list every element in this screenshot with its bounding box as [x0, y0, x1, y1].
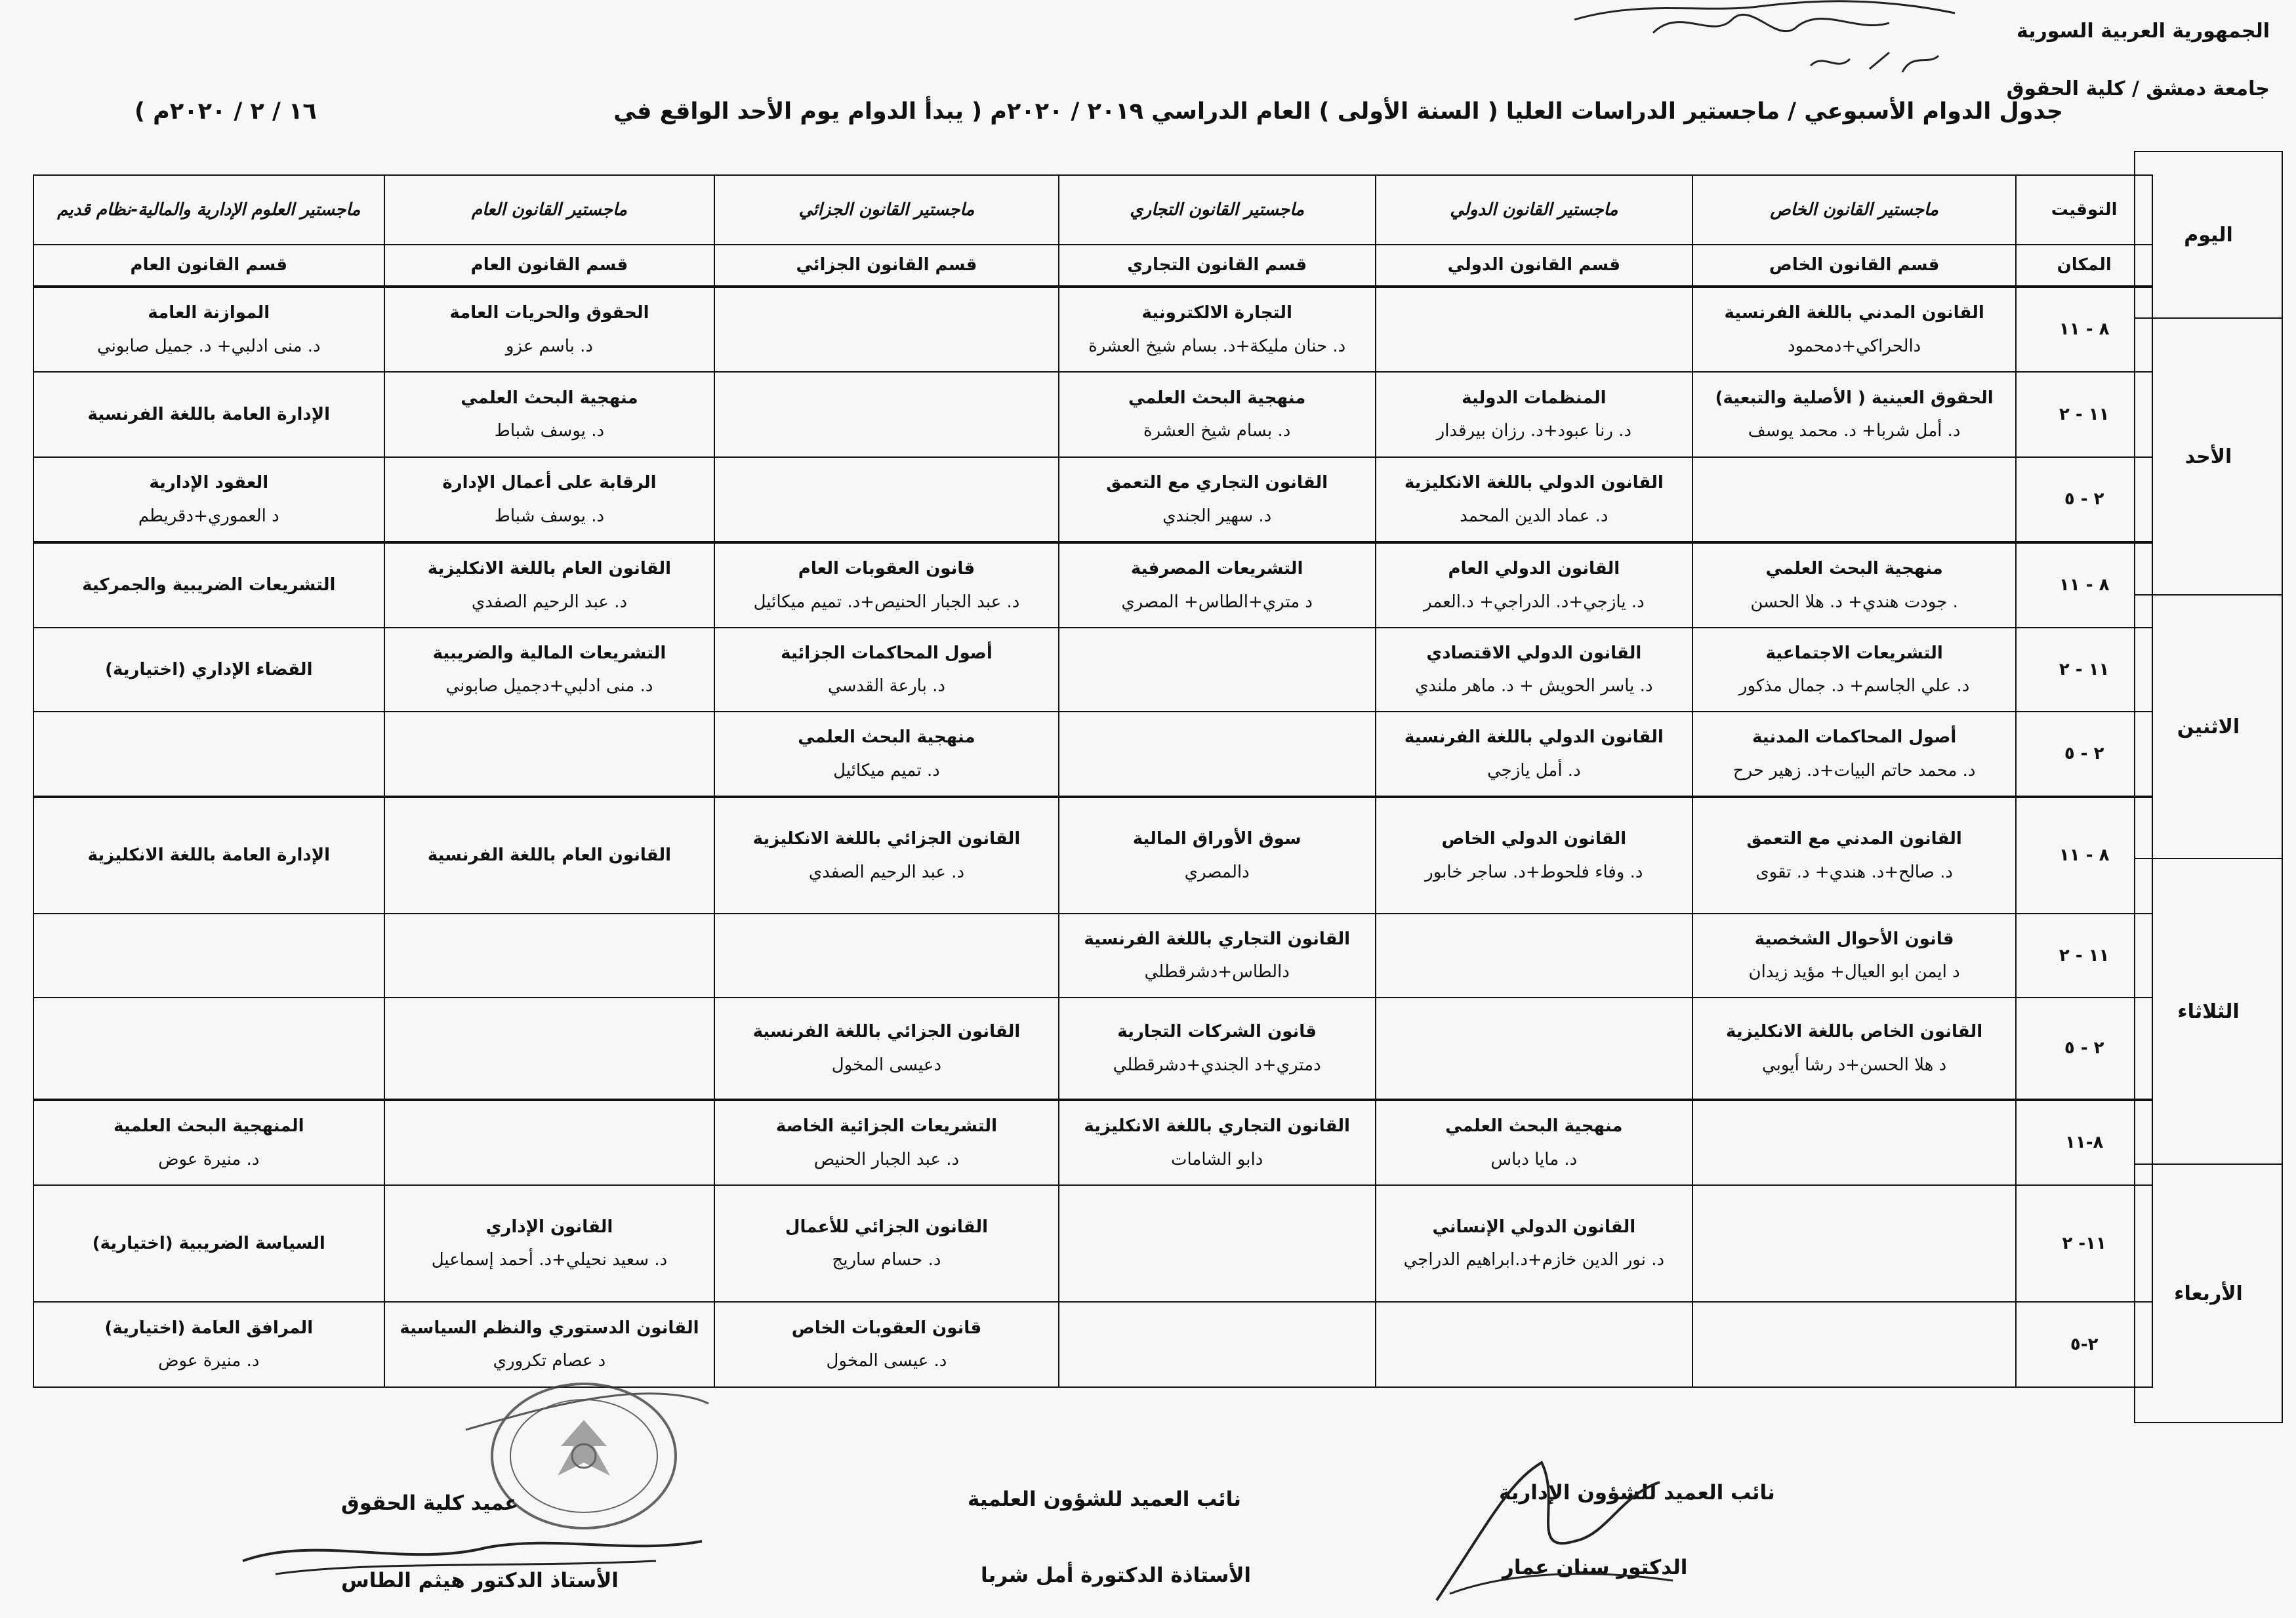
instructor-name: د. وفاء فلحوط+د. ساجر خابور [1425, 862, 1643, 882]
schedule-cell [714, 372, 1058, 457]
program-private-law: ماجستير القانون الخاص [1692, 175, 2016, 245]
instructor-name: دالطاس+دشرقطلي [1144, 962, 1290, 982]
course-name: منهجية البحث العلمي [461, 388, 638, 408]
course-name: القانون الدولي الإنساني [1432, 1217, 1636, 1237]
schedule-row [33, 628, 2152, 712]
course-name: القانون الدولي الاقتصادي [1426, 643, 1642, 663]
day-sunday: الأحد [2135, 318, 2282, 595]
schedule-cell [33, 628, 384, 712]
instructor-name: د. مايا دباس [1490, 1149, 1578, 1169]
course-name: القانون الجزائي باللغة الانكليزية [752, 829, 1021, 849]
time-slot-8-11: ٨ - ١١ [2016, 542, 2152, 628]
course-name: قانون الأحوال الشخصية [1754, 929, 1954, 949]
course-name: القانون العام باللغة الفرنسية [427, 845, 672, 866]
schedule-title: جدول الدوام الأسبوعي / ماجستير الدراسات العليا ( السنة الأولى ) العام الدراسي ٢٠١٩ / ٢٠٢٠م ( يبدأ الدوام يوم الأحد الواقع في [613, 98, 2063, 125]
course-name: المنهجية البحث العلمية [113, 1116, 304, 1136]
instructor-name: د. عبد الجبار الحنيص+د. تميم ميكائيل [753, 592, 1020, 612]
time-slot-2-5: ٢ - ٥ [2016, 998, 2152, 1100]
instructor-name: دمتري+د الجندي+دشرقطلي [1113, 1055, 1321, 1075]
course-name: المرافق العامة (اختيارية) [104, 1318, 314, 1338]
schedule-cell [1059, 1302, 1376, 1387]
schedule-cell [1059, 542, 1376, 628]
schedule-cell [384, 1185, 715, 1302]
admin-deputy-title: نائب العميد للشؤون الإدارية [1499, 1481, 1775, 1505]
day-column [2134, 151, 2283, 1423]
instructor-name: د. حسام ساريج [832, 1250, 941, 1270]
place-header: المكان [2016, 245, 2152, 287]
instructor-name: د. منيرة عوض [158, 1351, 260, 1371]
instructor-name: د. تميم ميكائيل [833, 760, 940, 780]
schedule-row [33, 287, 2152, 372]
schedule-row [33, 372, 2152, 457]
schedule-cell [384, 998, 715, 1100]
instructor-name: د. منى ادلبي+دجميل صابوني [445, 676, 653, 696]
schedule-cell [714, 1302, 1058, 1387]
schedule-cell [1692, 797, 2016, 914]
course-name: القانون الدولي الخاص [1441, 829, 1627, 849]
schedule-cell [1376, 287, 1692, 372]
course-name: التشريعات المصرفية [1130, 559, 1303, 578]
science-deputy-title: نائب العميد للشؤون العلمية [968, 1487, 1241, 1511]
instructor-name: د. عبد الرحيم الصفدي [471, 592, 628, 612]
schedule-cell [1692, 372, 2016, 457]
program-public-law: ماجستير القانون العام [384, 175, 715, 245]
course-name: قانون العقوبات العام [798, 559, 975, 578]
schedule-cell [1692, 1185, 2016, 1302]
schedule-cell [1376, 914, 1692, 998]
schedule-cell [1692, 542, 2016, 628]
course-name: التشريعات الاجتماعية [1765, 643, 1943, 663]
instructor-name: د. باسم عزو [505, 336, 593, 356]
schedule-cell [384, 797, 715, 914]
dean-signature [236, 1522, 708, 1587]
dean-name: الأستاذ الدكتور هيثم الطاس [341, 1569, 619, 1592]
instructor-name: د. علي الجاسم+ د. جمال مذكور [1738, 676, 1970, 696]
schedule-cell [33, 542, 384, 628]
course-name: القانون الجزائي باللغة الفرنسية [752, 1022, 1021, 1042]
handwritten-annotation [1561, 0, 1994, 92]
schedule-cell [33, 457, 384, 542]
republic-heading: الجمهورية العربية السورية [2017, 20, 2270, 43]
instructor-name: د. عيسى المخول [826, 1351, 947, 1371]
course-name: الرقابة على أعمال الإدارة [442, 473, 657, 493]
dean-title: عميد كلية الحقوق [341, 1491, 519, 1515]
instructor-name: د. منيرة عوض [158, 1149, 260, 1169]
schedule-cell [384, 914, 715, 998]
schedule-cell [33, 1100, 384, 1185]
schedule-row [33, 712, 2152, 797]
course-name: المنظمات الدولية [1462, 388, 1607, 408]
admin-deputy-name: الدكتور سنان عمار [1502, 1556, 1688, 1579]
schedule-cell [714, 1100, 1058, 1185]
course-name: التشريعات الجزائية الخاصة [775, 1116, 997, 1136]
schedule-cell [33, 287, 384, 372]
time-slot-8-11: ٨ - ١١ [2016, 797, 2152, 914]
schedule-row [33, 542, 2152, 628]
schedule-cell [714, 287, 1058, 372]
course-name: الحقوق والحريات العامة [449, 303, 649, 323]
program-commercial-law: ماجستير القانون التجاري [1059, 175, 1376, 245]
time-slot-11-2: ١١ - ٢ [2016, 628, 2152, 712]
schedule-cell [1059, 712, 1376, 797]
schedule-cell [1376, 628, 1692, 712]
time-slot-11-2: ١١ - ٢ [2016, 372, 2152, 457]
schedule-cell [1059, 1100, 1376, 1185]
time-slot-2-5: ٢ - ٥ [2016, 712, 2152, 797]
schedule-cell [1692, 457, 2016, 542]
schedule-cell [384, 712, 715, 797]
schedule-cell [1376, 998, 1692, 1100]
course-name: القانون الإداري [485, 1217, 613, 1237]
program-criminal-law: ماجستير القانون الجزائي [714, 175, 1058, 245]
schedule-row [33, 1302, 2152, 1387]
course-name: سوق الأوراق المالية [1132, 829, 1302, 849]
time-slot-11-2: ١١ - ٢ [2016, 914, 2152, 998]
admin-signature [1410, 1443, 1686, 1613]
schedule-row [33, 457, 2152, 542]
time-slot-8-11: ٨-١١ [2016, 1100, 2152, 1185]
time-slot-2-5: ٢-٥ [2016, 1302, 2152, 1387]
schedule-cell [1692, 998, 2016, 1100]
course-name: الإدارة العامة باللغة الفرنسية [87, 404, 331, 424]
university-heading: جامعة دمشق / كلية الحقوق [2006, 77, 2270, 100]
schedule-table [33, 174, 2153, 1388]
course-name: التشريعات الضريبية والجمركية [82, 575, 336, 596]
time-slot-2-5: ٢ - ٥ [2016, 457, 2152, 542]
instructor-name: د. عبد الجبار الحنيص [813, 1149, 960, 1169]
course-name: القانون الدولي العام [1448, 559, 1620, 578]
start-date: ١٦ / ٢ / ٢٠٢٠م ) [134, 98, 317, 125]
schedule-cell [33, 998, 384, 1100]
instructor-name: د. رنا عبود+د. رزان بيرقدار [1436, 421, 1631, 441]
schedule-cell [1376, 1185, 1692, 1302]
schedule-cell [1376, 1302, 1692, 1387]
day-wednesday: الأربعاء [2135, 1164, 2282, 1423]
course-name: القانون التجاري باللغة الفرنسية [1084, 929, 1350, 949]
course-name: العقود الإدارية [149, 473, 269, 493]
instructor-name: د. يازجي+د. الدراجي+ د.العمر [1423, 592, 1645, 612]
instructor-name: د. سهير الجندي [1162, 506, 1272, 526]
schedule-row [33, 914, 2152, 998]
time-slot-11-2: ١١- ٢ [2016, 1185, 2152, 1302]
course-name: التشريعات المالية والضريبية [432, 643, 666, 663]
schedule-cell [1376, 1100, 1692, 1185]
schedule-cell [384, 1100, 715, 1185]
schedule-cell [1376, 712, 1692, 797]
instructor-name: د متري+الطاس+ المصري [1121, 592, 1313, 612]
course-name: القانون الخاص باللغة الانكليزية [1726, 1022, 1983, 1042]
course-name: التجارة الالكترونية [1141, 303, 1292, 323]
course-name: منهجية البحث العلمي [1765, 559, 1943, 578]
instructor-name: د. أمل يازجي [1486, 760, 1581, 780]
schedule-body [33, 287, 2152, 1387]
schedule-cell [1059, 797, 1376, 914]
schedule-row [33, 998, 2152, 1100]
instructor-name: د. أمل شربا+ د. محمد يوسف [1748, 421, 1961, 441]
schedule-cell [714, 542, 1058, 628]
course-name: الحقوق العينية ( الأصلية والتبعية) [1715, 388, 1994, 408]
schedule-cell [33, 1302, 384, 1387]
schedule-cell [714, 457, 1058, 542]
department-cell: قسم القانون التجاري [1059, 245, 1376, 287]
schedule-cell [1376, 542, 1692, 628]
department-cell: قسم القانون العام [384, 245, 715, 287]
schedule-cell [1692, 1302, 2016, 1387]
instructor-name: د. بارعة القدسي [827, 676, 945, 696]
schedule-cell [33, 1185, 384, 1302]
schedule-cell [1376, 797, 1692, 914]
day-tuesday: الثلاثاء [2135, 859, 2282, 1164]
instructor-name: دالحراكي+دمحمود [1788, 336, 1921, 356]
instructor-name: . جودت هندي+ د. هلا الحسن [1750, 592, 1958, 612]
schedule-cell [1059, 457, 1376, 542]
instructor-name: د. محمد حاتم البيات+د. زهير حرح [1732, 760, 1976, 780]
instructor-name: د عصام تكروري [493, 1351, 606, 1371]
schedule-cell [1059, 628, 1376, 712]
course-name: قانون العقوبات الخاص [791, 1318, 982, 1338]
schedule-cell [714, 712, 1058, 797]
course-name: منهجية البحث العلمي [1128, 388, 1306, 408]
course-name: القانون الجزائي للأعمال [785, 1217, 988, 1237]
instructor-name: دعيسى المخول [831, 1055, 942, 1075]
schedule-cell [714, 914, 1058, 998]
department-cell: قسم القانون الجزائي [714, 245, 1058, 287]
instructor-name: د هلا الحسن+د رشا أيوبي [1762, 1055, 1947, 1075]
schedule-cell [1059, 372, 1376, 457]
course-name: قانون الشركات التجارية [1117, 1022, 1317, 1042]
schedule-cell [384, 628, 715, 712]
schedule-cell [1692, 712, 2016, 797]
schedule-cell [714, 1185, 1058, 1302]
instructor-name: د. يوسف شباط [494, 506, 605, 526]
time-slot-8-11: ٨ - ١١ [2016, 287, 2152, 372]
time-header: التوقيت [2016, 175, 2152, 245]
department-cell: قسم القانون الدولي [1376, 245, 1692, 287]
course-name: القانون الدولي باللغة الانكليزية [1404, 473, 1664, 493]
course-name: منهجية البحث العلمي [1445, 1116, 1623, 1136]
program-administrative-sciences: ماجستير العلوم الإدارية والمالية-نظام قديم [33, 175, 384, 245]
schedule-cell [33, 712, 384, 797]
instructor-name: دابو الشامات [1171, 1149, 1263, 1169]
course-name: القانون العام باللغة الانكليزية [427, 559, 672, 578]
course-name: السياسة الضريبية (اختيارية) [92, 1233, 325, 1253]
instructor-name: دالمصري [1184, 862, 1250, 882]
instructor-name: د. سعيد نحيلي+د. أحمد إسماعيل [431, 1250, 668, 1270]
schedule-cell [384, 287, 715, 372]
schedule-cell [384, 542, 715, 628]
instructor-name: د. بسام شيخ العشرة [1143, 421, 1291, 441]
course-name: أصول المحاكمات المدنية [1752, 727, 1957, 747]
department-cell: قسم القانون العام [33, 245, 384, 287]
schedule-cell [1059, 1185, 1376, 1302]
schedule-cell [1692, 914, 2016, 998]
instructor-name: د ايمن ابو العيال+ مؤيد زيدان [1748, 962, 1960, 982]
course-name: أصول المحاكمات الجزائية [781, 643, 993, 663]
schedule-cell [1692, 628, 2016, 712]
schedule-cell [33, 372, 384, 457]
schedule-row [33, 1185, 2152, 1302]
schedule-cell [1376, 457, 1692, 542]
instructor-name: د. حنان مليكة+د. بسام شيخ العشرة [1088, 336, 1346, 356]
schedule-cell [1059, 914, 1376, 998]
course-name: الإدارة العامة باللغة الانكليزية [87, 845, 330, 866]
instructor-name: د. عماد الدين المحمد [1460, 506, 1609, 526]
instructor-name: د. يوسف شباط [494, 421, 605, 441]
schedule-cell [714, 797, 1058, 914]
schedule-cell [384, 457, 715, 542]
program-international-law: ماجستير القانون الدولي [1376, 175, 1692, 245]
schedule-row [33, 797, 2152, 914]
instructor-name: د. صالح+د. هندي+ د. تقوى [1755, 862, 1953, 882]
course-name: القانون الدستوري والنظم السياسية [400, 1318, 699, 1338]
schedule-cell [33, 914, 384, 998]
instructor-name: د. ياسر الحويش + د. ماهر ملندي [1415, 676, 1653, 696]
instructor-name: د العموري+دقريطم [138, 506, 279, 526]
course-name: القانون التجاري باللغة الانكليزية [1084, 1116, 1350, 1136]
course-name: القانون التجاري مع التعمق [1106, 473, 1328, 493]
schedule-cell [1692, 287, 2016, 372]
schedule-cell [1059, 998, 1376, 1100]
course-name: الموازنة العامة [148, 303, 270, 323]
course-name: القانون المدني باللغة الفرنسية [1724, 303, 1984, 323]
instructor-name: د. نور الدين خازم+د.ابراهيم الدراجي [1403, 1250, 1665, 1270]
schedule-cell [384, 372, 715, 457]
course-name: القضاء الإداري (اختيارية) [105, 659, 313, 679]
department-cell: قسم القانون الخاص [1692, 245, 2016, 287]
schedule-cell [714, 998, 1058, 1100]
course-name: القانون المدني مع التعمق [1746, 829, 1962, 849]
day-monday: الاثنين [2135, 595, 2282, 859]
schedule-row [33, 1100, 2152, 1185]
day-header: اليوم [2135, 152, 2282, 318]
schedule-cell [33, 797, 384, 914]
schedule-cell [714, 628, 1058, 712]
course-name: القانون الدولي باللغة الفرنسية [1404, 727, 1664, 747]
schedule-cell [1692, 1100, 2016, 1185]
instructor-name: د. عبد الرحيم الصفدي [808, 862, 965, 882]
schedule-cell [1059, 287, 1376, 372]
instructor-name: د. منى ادلبي+ د. جميل صابوني [96, 336, 321, 356]
course-name: منهجية البحث العلمي [798, 727, 975, 747]
schedule-cell [1376, 372, 1692, 457]
science-deputy-name: الأستاذة الدكتورة أمل شربا [981, 1564, 1252, 1587]
